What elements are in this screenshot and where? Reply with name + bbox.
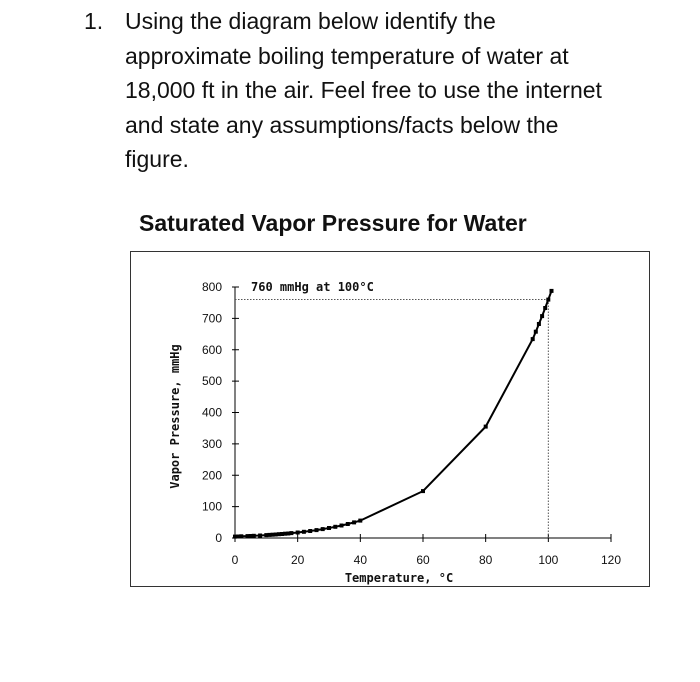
data-point-101 — [550, 289, 554, 293]
data-point-36 — [346, 522, 350, 526]
x-tick-label-20: 20 — [290, 553, 305, 567]
y-tick-label-0: 0 — [215, 531, 222, 545]
data-point-28 — [321, 527, 325, 531]
x-tick-label-120: 120 — [600, 553, 622, 567]
data-point-40 — [358, 519, 362, 523]
data-point-100 — [546, 298, 550, 302]
data-point-2 — [239, 534, 243, 538]
data-point-96 — [534, 330, 538, 334]
figure-title: Saturated Vapor Pressure for Water — [139, 210, 527, 236]
data-point-22 — [302, 530, 306, 534]
x-axis-title: Temperature, °C — [344, 571, 454, 585]
data-point-20 — [296, 531, 300, 535]
y-axis-title: Vapor Pressure, mmHg — [168, 344, 182, 489]
y-tick-label-500: 500 — [201, 374, 222, 389]
data-point-24 — [308, 529, 312, 533]
y-tick-label-400: 400 — [201, 405, 222, 420]
data-point-60 — [421, 489, 425, 493]
data-point-26 — [315, 528, 319, 532]
data-point-99 — [543, 306, 547, 310]
y-tick-label-600: 600 — [201, 342, 222, 357]
y-tick-label-700: 700 — [201, 311, 222, 326]
data-point-30 — [327, 526, 331, 530]
data-point-18 — [289, 531, 293, 535]
data-point-6 — [252, 534, 256, 538]
annotation-label: 760 mmHg at 100°C — [251, 280, 374, 294]
data-point-8 — [258, 534, 262, 538]
data-point-80 — [484, 425, 488, 429]
data-point-38 — [352, 520, 356, 524]
x-tick-label-100: 100 — [538, 553, 559, 567]
data-point-95 — [531, 337, 535, 341]
data-point-32 — [333, 525, 337, 529]
x-tick-label-80: 80 — [478, 553, 493, 567]
y-tick-label-800: 800 — [201, 280, 222, 294]
data-point-98 — [540, 314, 544, 318]
chart-svg — [130, 251, 650, 587]
y-tick-label-200: 200 — [201, 468, 222, 483]
data-point-34 — [340, 524, 344, 528]
y-tick-label-100: 100 — [201, 499, 222, 514]
x-tick-label-40: 40 — [353, 553, 368, 567]
x-tick-label-60: 60 — [416, 553, 430, 567]
x-tick-label-0: 0 — [231, 553, 239, 567]
question-text: Using the diagram below identify the approximate boiling temperature of water at 18,000 ft in the air. Feel free to use the internet and state any assumptions/facts below the figure. — [125, 8, 602, 172]
data-point-97 — [537, 322, 541, 326]
question-number: 1. — [84, 8, 104, 34]
y-tick-label-300: 300 — [201, 436, 222, 451]
vapor-pressure-chart — [130, 251, 650, 587]
